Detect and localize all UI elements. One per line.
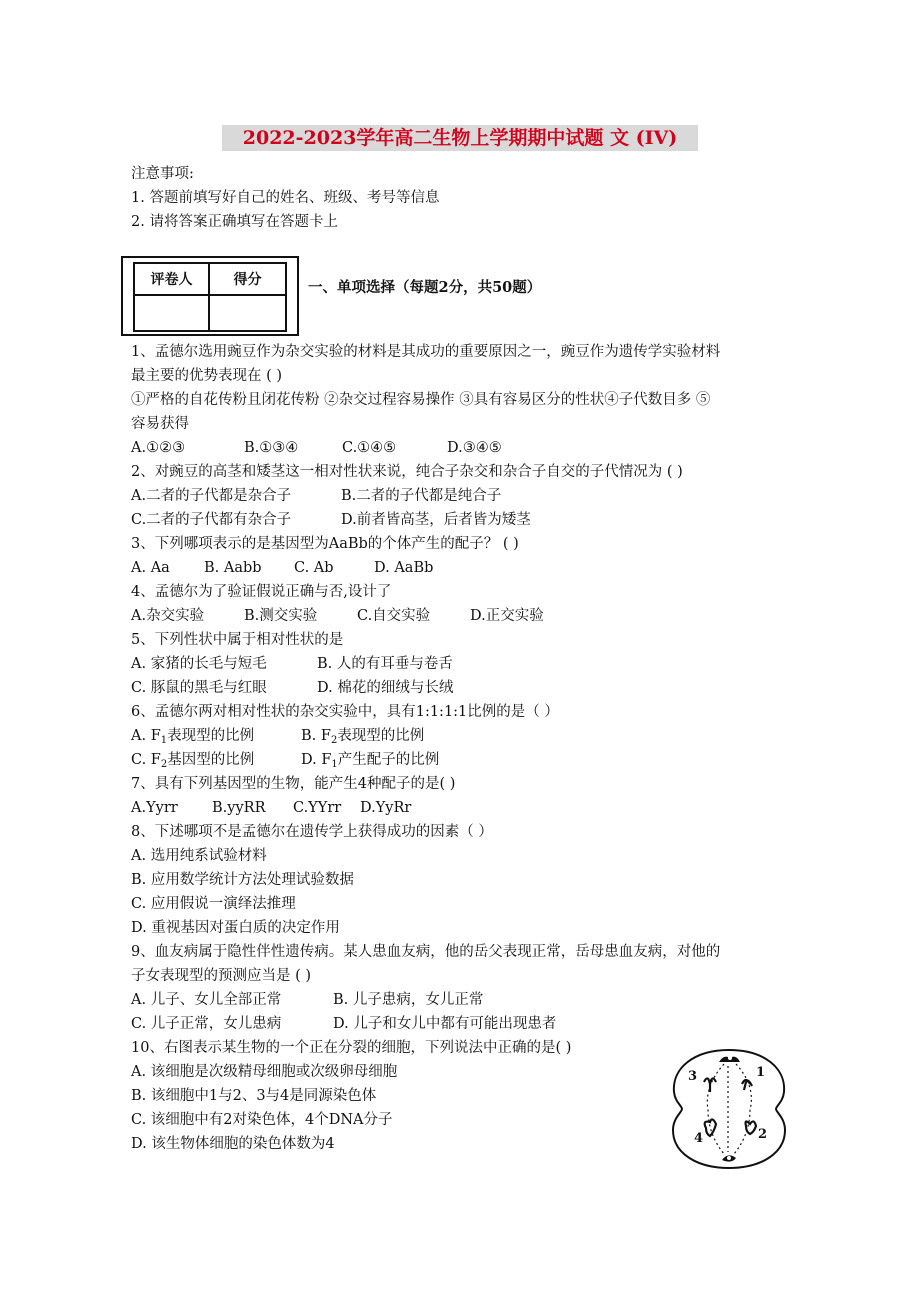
options-row (131, 558, 433, 578)
question-stem: 2、对豌豆的高茎和矮茎这一相对性状来说，纯合子杂交和杂合子自交的子代情况为 ( ) (131, 464, 683, 480)
option-c[interactable]: C.YYrr (293, 800, 342, 816)
question-stem: 最主要的优势表现在 ( ) (131, 368, 283, 384)
option-b[interactable]: B. 儿子患病，女儿正常 (333, 992, 484, 1008)
option-a[interactable]: A. 儿子、女儿全部正常 (131, 992, 282, 1008)
option-a[interactable]: A. Aa (131, 560, 170, 576)
option-c[interactable]: C. 豚鼠的黑毛与红眼 (131, 680, 267, 696)
options-row (131, 510, 531, 530)
question-statements: ①严格的自花传粉且闭花传粉 ②杂交过程容易操作 ③具有容易区分的性状④子代数目多 ⑤ (131, 392, 711, 408)
option-d[interactable]: D.正交实验 (470, 608, 544, 624)
chromosome-3 (704, 1078, 716, 1092)
options-row (131, 438, 502, 458)
options-row (131, 750, 439, 775)
question-stem: 1、孟德尔选用豌豆作为杂交实验的材料是其成功的重要原因之一，豌豆作为遗传学实验材料 (131, 344, 721, 360)
option-b[interactable]: B. 应用数学统计方法处理试验数据 (131, 872, 354, 888)
question-stem: 6、孟德尔两对相对性状的杂交实验中，具有1:1:1:1比例的是（ ） (131, 704, 559, 720)
option-c[interactable]: C.二者的子代都有杂合子 (131, 512, 292, 528)
question-stem: 7、具有下列基因型的生物，能产生4种配子的是( ) (131, 776, 456, 792)
score-table (121, 256, 299, 336)
option-c[interactable]: C. $F_2$基因型的比例 (131, 752, 255, 770)
question-stem: 4、孟德尔为了验证假说正确与否,设计了 (131, 584, 392, 600)
options-row (131, 654, 453, 674)
option-a[interactable]: A. $F_1$表现型的比例 (131, 728, 255, 746)
option-b[interactable]: B. 该细胞中1与2、3与4是同源染色体 (131, 1088, 377, 1104)
options-row (131, 606, 544, 626)
question-stem: 10、右图表示某生物的一个正在分裂的细胞，下列说法中正确的是( ) (131, 1040, 572, 1056)
options-row (131, 1014, 556, 1034)
notice-item: 2. 请将答案正确填写在答题卡上 (131, 214, 338, 230)
option-a[interactable]: A.杂交实验 (131, 608, 205, 624)
score-cell (210, 296, 285, 330)
option-d[interactable]: D.YyRr (360, 800, 412, 816)
question-stem: 8、下述哪项不是孟德尔在遗传学上获得成功的因素（ ） (131, 824, 493, 840)
options-row (131, 990, 483, 1010)
chromosome-label-4: 4 (694, 1131, 704, 1146)
option-b[interactable]: B. $F_2$表现型的比例 (301, 728, 425, 746)
chromosome-4 (705, 1119, 716, 1136)
option-b[interactable]: B.二者的子代都是纯合子 (341, 488, 502, 504)
options-row (131, 486, 501, 506)
centriole-top (728, 1056, 732, 1060)
option-d[interactable]: D. 该生物体细胞的染色体数为4 (131, 1136, 335, 1152)
option-d[interactable]: D.③④⑤ (447, 440, 502, 456)
question-stem: 5、下列性状中属于相对性状的是 (131, 632, 344, 648)
chromosome-label-2: 2 (758, 1127, 768, 1142)
option-c[interactable]: C. 该细胞中有2对染色体，4个DNA分子 (131, 1112, 393, 1128)
chromosome-label-1: 1 (756, 1065, 766, 1080)
options-row (131, 798, 411, 818)
options-row (131, 678, 453, 698)
option-d[interactable]: D. AaBb (374, 560, 434, 576)
option-c[interactable]: C. 儿子正常，女儿患病 (131, 1016, 282, 1032)
option-d[interactable]: D.前者皆高茎，后者皆为矮茎 (341, 512, 531, 528)
option-a[interactable]: A. 该细胞是次级精母细胞或次级卵母细胞 (131, 1064, 398, 1080)
score-header: 得分 (210, 264, 285, 296)
page-title: 2022-2023学年高二生物上学期期中试题 文 (IV) (222, 125, 698, 151)
cell-outline (673, 1050, 785, 1168)
option-c[interactable]: C.①④⑤ (342, 440, 397, 456)
option-b[interactable]: B.测交实验 (244, 608, 318, 624)
option-c[interactable]: C. 应用假说一演绎法推理 (131, 896, 296, 912)
question-stem: 9、血友病属于隐性伴性遗传病。某人患血友病，他的岳父表现正常，岳母患血友病，对他的 (131, 944, 721, 960)
option-a[interactable]: A.①②③ (131, 440, 186, 456)
options-row (131, 726, 424, 751)
notice-heading: 注意事项: (131, 166, 194, 182)
question-stem: 3、下列哪项表示的是基因型为AaBb的个体产生的配子？ ( ) (131, 536, 519, 552)
centriole-bottom (727, 1156, 731, 1160)
chromosome-label-3: 3 (688, 1069, 698, 1084)
notice-item: 1. 答题前填写好自己的姓名、班级、考号等信息 (131, 190, 440, 206)
reviewer-cell (135, 296, 210, 330)
option-d[interactable]: D. $F_1$产生配子的比例 (301, 752, 440, 770)
option-a[interactable]: A.Yyrr (131, 800, 178, 816)
question-stem: 子女表现型的预测应当是 ( ) (131, 968, 312, 984)
section-title: 一、单项选择（每题2分，共50题） (308, 279, 542, 296)
chromosome-2 (746, 1121, 757, 1134)
option-d[interactable]: D. 儿子和女儿中都有可能出现患者 (333, 1016, 557, 1032)
option-b[interactable]: B.①③④ (244, 440, 299, 456)
option-c[interactable]: C.自交实验 (357, 608, 431, 624)
option-d[interactable]: D. 棉花的细绒与长绒 (317, 680, 454, 696)
option-b[interactable]: B. 人的有耳垂与卷舌 (317, 656, 453, 672)
option-a[interactable]: A. 选用纯系试验材料 (131, 848, 267, 864)
cell-division-figure (664, 1046, 794, 1172)
option-b[interactable]: B.yyRR (212, 800, 266, 816)
reviewer-header: 评卷人 (135, 264, 210, 296)
option-c[interactable]: C. Ab (294, 560, 334, 576)
question-statements: 容易获得 (131, 416, 189, 432)
option-a[interactable]: A.二者的子代都是杂合子 (131, 488, 292, 504)
option-a[interactable]: A. 家猪的长毛与短毛 (131, 656, 267, 672)
option-d[interactable]: D. 重视基因对蛋白质的决定作用 (131, 920, 340, 936)
option-b[interactable]: B. Aabb (204, 560, 262, 576)
chromosome-1 (742, 1080, 752, 1090)
